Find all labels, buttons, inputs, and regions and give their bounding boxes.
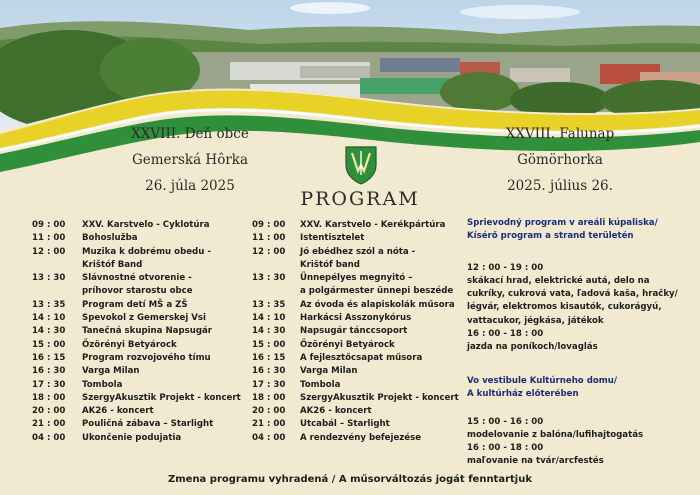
culture-heading-sk: Vo vestibule Kultúrneho domu/ <box>467 376 617 386</box>
pool-activities <box>467 275 697 328</box>
schedule-hu-event: Utcabál – Starlight <box>300 419 390 430</box>
header-right-date: 2025. július 26. <box>507 178 613 194</box>
schedule-sk-time: 16 : 30 <box>32 366 66 377</box>
schedule-hungarian <box>252 219 472 445</box>
schedule-sk-event: Varga Milan <box>82 366 140 377</box>
schedule-hu-row <box>252 365 472 378</box>
schedule-hu-time: 11 : 00 <box>252 233 286 244</box>
schedule-sk-event: Tanečná skupina Napsugár <box>82 326 213 337</box>
schedule-sk-event: Slávnostné otvorenie - <box>82 273 192 284</box>
schedule-hu-time <box>252 285 300 298</box>
schedule-hu-row <box>252 405 472 418</box>
schedule-hu-event: Istentisztelet <box>300 233 365 244</box>
schedule-hu-time: 15 : 00 <box>252 339 286 350</box>
pool-activity-line: vattacukor, jégkása, játékok <box>467 315 604 326</box>
schedule-hu-time: 17 : 30 <box>252 379 286 390</box>
culture-balloon-modelling: modelovanie z balóna/lufihajtogatás <box>467 429 644 440</box>
schedule-hu-time: 12 : 00 <box>252 246 286 257</box>
schedule-hu-event: SzergyAkusztik Projekt - koncert <box>300 392 459 403</box>
header-right <box>440 121 680 199</box>
schedule-hu-row <box>252 285 472 298</box>
schedule-hu-row <box>252 259 472 272</box>
schedule-hu-time: 21 : 00 <box>252 419 286 430</box>
schedule-hu-row <box>252 232 472 245</box>
schedule-hu-row <box>252 352 472 365</box>
schedule-hu-time: 18 : 00 <box>252 392 286 403</box>
schedule-hu-event: XXV. Karstvelo - Kerékpártúra <box>300 220 446 230</box>
schedule-hu-time: 16 : 15 <box>252 352 286 363</box>
pool-activity-line: skákací hrad, elektrické autá, delo na <box>467 275 650 286</box>
schedule-sk-row <box>32 325 252 338</box>
schedule-sk-time <box>32 285 82 298</box>
pool-heading-hu: Kísérő program a strand területén <box>467 231 634 242</box>
schedule-sk-time: 20 : 00 <box>32 406 66 417</box>
schedule-sk-time: 12 : 00 <box>32 246 66 257</box>
schedule-hu-event: A rendezvény befejezése <box>300 432 422 443</box>
header-left-line2: Gemerská Hôrka <box>131 152 249 168</box>
pool-heading-sk: Sprievodný program v areáli kúpaliska/ <box>467 218 658 228</box>
schedule-sk-row <box>32 219 252 232</box>
schedule-sk-event: Krištóf Band <box>82 259 143 270</box>
footer-note: Zmena programu vyhradená / A műsorváltozás jogát fenntartjuk <box>167 474 532 485</box>
header-left-date: 26. júla 2025 <box>145 178 235 194</box>
schedule-hu-time: 09 : 00 <box>252 220 286 230</box>
pool-time-2: 16 : 00 - 18 : 00 <box>467 329 544 340</box>
schedule-sk-row <box>32 246 252 259</box>
schedule-hu-event: Harkácsi Asszonykórus <box>300 313 412 324</box>
schedule-sk-row <box>32 272 252 285</box>
schedule-hu-event: A fejlesztőcsapat műsora <box>300 352 423 363</box>
schedule-sk-row <box>32 418 252 431</box>
schedule-sk-time: 11 : 00 <box>32 233 66 244</box>
pool-activity-line: cukríky, cukrová vata, ľadová kaša, hračky/ <box>467 289 678 300</box>
schedule-sk-event: Őzörényi Betyárock <box>82 339 177 350</box>
schedule-hu-event: Jó ebédhez szól a nóta - <box>300 246 416 257</box>
pool-activity-line: légvár, elektromos kisautók, cukorágyú, <box>467 302 662 313</box>
culture-time-2: 16 : 00 - 18 : 00 <box>467 443 544 454</box>
schedule-sk-time: 15 : 00 <box>32 339 66 350</box>
schedule-hu-row <box>252 299 472 312</box>
schedule-hu-row <box>252 379 472 392</box>
schedule-sk-event: Pouličná zábava – Starlight <box>82 419 214 430</box>
schedule-sk-row <box>32 392 252 405</box>
schedule-sk-row <box>32 352 252 365</box>
schedule-sk-time <box>32 259 82 272</box>
schedule-sk-row <box>32 379 252 392</box>
schedule-hu-time: 14 : 30 <box>252 326 286 337</box>
schedule-sk-row <box>32 365 252 378</box>
schedule-sk-row <box>32 232 252 245</box>
culture-heading-hu: A kultúrház előterében <box>467 389 579 400</box>
schedule-hu-event: Krištóf band <box>300 259 360 270</box>
schedule-sk-time: 17 : 30 <box>32 379 66 390</box>
schedule-sk-row <box>32 312 252 325</box>
schedule-sk-event: Muzika k dobrému obedu - <box>82 246 211 257</box>
schedule-sk-time: 14 : 30 <box>32 326 66 337</box>
schedule-sk-event: Ukončenie podujatia <box>82 432 182 443</box>
header-right-line2: Gömörhorka <box>517 152 603 168</box>
schedule-sk-row <box>32 299 252 312</box>
schedule-hu-row <box>252 325 472 338</box>
header-right-line1: XXVIII. Falunap <box>505 126 615 142</box>
schedule-hu-time: 04 : 00 <box>252 432 286 443</box>
schedule-hu-row <box>252 392 472 405</box>
schedule-sk-event: Program rozvojového tímu <box>82 352 211 363</box>
schedule-hu-event: Varga Milan <box>300 366 358 377</box>
schedule-hu-event: Napsugár tánccsoport <box>300 326 408 337</box>
schedule-sk-row <box>32 259 252 272</box>
schedule-slovak <box>32 219 252 445</box>
schedule-hu-event: Ünnepélyes megnyitó – <box>300 273 413 284</box>
schedule-sk-event: Bohoslužba <box>82 233 138 244</box>
schedule-sk-row <box>32 339 252 352</box>
schedule-hu-event: AK26 - koncert <box>300 406 372 417</box>
coat-of-arms-icon <box>344 145 378 185</box>
schedule-sk-event: Program detí MŠ a ZŠ <box>82 299 188 310</box>
schedule-hu-row <box>252 418 472 431</box>
schedule-sk-row <box>32 285 252 298</box>
schedule-hu-time: 13 : 30 <box>252 273 286 284</box>
pool-pony-ride: jazda na poníkoch/lovaglás <box>467 342 598 353</box>
program-title: PROGRAM <box>300 188 420 210</box>
schedule-hu-row <box>252 312 472 325</box>
schedule-hu-event: a polgármester ünnepi beszéde <box>300 286 454 297</box>
culture-face-painting: maľovanie na tvár/arcfestés <box>467 456 604 467</box>
schedule-sk-event: AK26 - koncert <box>82 406 154 417</box>
schedule-hu-time: 14 : 10 <box>252 313 286 324</box>
schedule-hu-time: 16 : 30 <box>252 366 286 377</box>
schedule-hu-row <box>252 272 472 285</box>
schedule-sk-time: 21 : 00 <box>32 419 66 430</box>
schedule-sk-row <box>32 432 252 445</box>
schedule-sk-time: 13 : 30 <box>32 273 66 284</box>
schedule-sk-event: XXV. Karstvelo - Cyklotúra <box>82 220 210 230</box>
side-pool-program <box>467 217 697 355</box>
schedule-sk-row <box>32 405 252 418</box>
schedule-hu-row <box>252 339 472 352</box>
schedule-hu-time <box>252 259 300 272</box>
schedule-sk-event: SzergyAkusztik Projekt - koncert <box>82 392 241 403</box>
schedule-sk-time: 18 : 00 <box>32 392 66 403</box>
schedule-sk-time: 04 : 00 <box>32 432 66 443</box>
schedule-hu-event: Az óvoda és alapiskolák műsora <box>300 299 455 310</box>
schedule-sk-time: 14 : 10 <box>32 313 66 324</box>
schedule-hu-time: 20 : 00 <box>252 406 286 417</box>
schedule-hu-row <box>252 246 472 259</box>
schedule-hu-event: Tombola <box>300 379 341 390</box>
schedule-sk-time: 13 : 35 <box>32 299 66 310</box>
schedule-hu-row <box>252 219 472 232</box>
schedule-sk-event: príhovor starostu obce <box>82 286 193 297</box>
pool-time-1: 12 : 00 - 19 : 00 <box>467 262 544 273</box>
schedule-hu-row <box>252 432 472 445</box>
culture-time-1: 15 : 00 - 16 : 00 <box>467 416 544 427</box>
header-left-line1: XXVIII. Deň obce <box>131 126 249 142</box>
schedule-hu-event: Őzörényi Betyárock <box>300 339 395 350</box>
schedule-sk-event: Spevokol z Gemerskej Vsi <box>82 313 206 324</box>
schedule-sk-time: 16 : 15 <box>32 352 66 363</box>
schedule-sk-event: Tombola <box>82 379 123 390</box>
side-culture-house-program <box>467 375 697 469</box>
schedule-hu-time: 13 : 35 <box>252 299 286 310</box>
schedule-sk-time: 09 : 00 <box>32 220 66 230</box>
